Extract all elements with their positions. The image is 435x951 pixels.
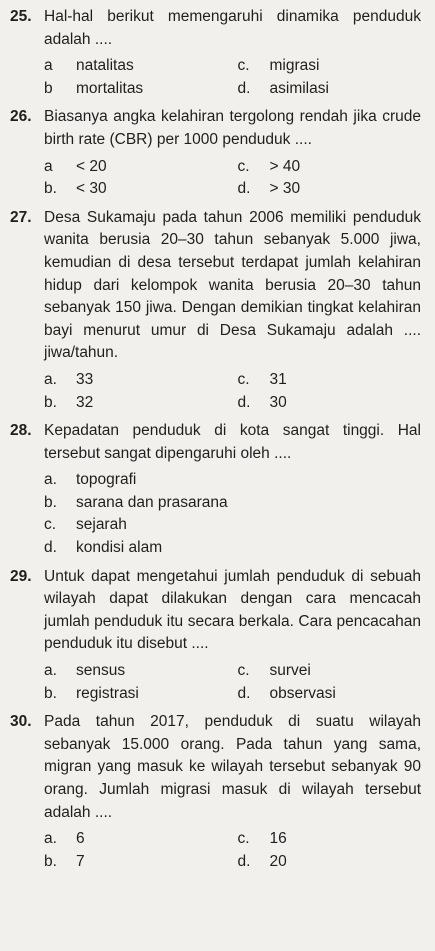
option-b[interactable]: b. 7: [44, 852, 85, 870]
question-text: Pada tahun 2017, penduduk di suatu wilayah sebanyak 15.000 orang. Pada tahun yang sama, migran yang masuk ke wilayah tersebut sebanyak 90 orang. Jumlah migrasi masuk di wilayah tersebut adalah ....: [44, 713, 421, 821]
option-c[interactable]: c. 31: [237, 370, 287, 388]
option-a[interactable]: a natalitas: [44, 57, 134, 75]
question-number: 28.: [10, 422, 32, 440]
option-d[interactable]: d. asimilasi: [237, 79, 329, 97]
question-number: 27.: [10, 208, 32, 226]
option-d[interactable]: d. kondisi alam: [44, 539, 163, 557]
question-text: Desa Sukamaju pada tahun 2006 memiliki penduduk wanita berusia 20–30 tahun sebanyak 5.000 jiwa, kemudian di desa tersebut terdapat jumlah kelahiran hidup dari kelompok wanita berusia 20–30 tahun sebanyak 150 jiwa. Dengan demikian tingkat kelahiran bayi menurut umur di Desa Sukamaju adalah .... jiwa/tahun.: [44, 208, 421, 362]
question-26: [10, 106, 421, 200]
question-number: 29.: [10, 567, 32, 585]
option-c[interactable]: c. survei: [237, 662, 311, 680]
option-b[interactable]: b. 32: [44, 393, 94, 411]
question-text: Untuk dapat mengetahui jumlah penduduk di sebuah wilayah dapat dilakukan dengan cara mencacah jumlah penduduk itu secara berkala. Cara pencacahan penduduk itu disebut ....: [44, 567, 421, 653]
question-text: Biasanya angka kelahiran tergolong rendah jika crude birth rate (CBR) per 1000 penduduk ....: [44, 108, 421, 148]
question-27: [10, 207, 421, 414]
question-number: 26.: [10, 108, 32, 126]
option-c[interactable]: c. > 40: [237, 157, 301, 175]
option-c[interactable]: c. sejarah: [44, 516, 127, 534]
option-b[interactable]: b. sarana dan prasarana: [44, 493, 228, 511]
option-a[interactable]: a. 33: [44, 370, 94, 388]
option-c[interactable]: c. 16: [237, 830, 287, 848]
option-b[interactable]: b. < 30: [44, 180, 107, 198]
option-a[interactable]: a. 6: [44, 830, 85, 848]
question-text: Kepadatan penduduk di kota sangat tinggi. Hal tersebut sangat dipengaruhi oleh ....: [44, 422, 421, 462]
question-28: [10, 420, 421, 560]
option-d[interactable]: d. observasi: [237, 684, 336, 702]
question-29: [10, 566, 421, 706]
option-d[interactable]: d. 20: [237, 852, 287, 870]
option-a[interactable]: a < 20: [44, 157, 107, 175]
question-30: [10, 711, 421, 873]
question-text: Hal-hal berikut memengaruhi dinamika penduduk adalah ....: [44, 8, 421, 48]
question-number: 30.: [10, 713, 32, 731]
option-a[interactable]: a. topografi: [44, 471, 137, 489]
option-b[interactable]: b mortalitas: [44, 79, 144, 97]
option-c[interactable]: c. migrasi: [237, 57, 320, 75]
option-a[interactable]: a. sensus: [44, 662, 126, 680]
option-d[interactable]: d. 30: [237, 393, 287, 411]
option-b[interactable]: b. registrasi: [44, 684, 139, 702]
question-25: [10, 6, 421, 100]
question-number: 25.: [10, 8, 32, 25]
option-d[interactable]: d. > 30: [237, 180, 301, 198]
